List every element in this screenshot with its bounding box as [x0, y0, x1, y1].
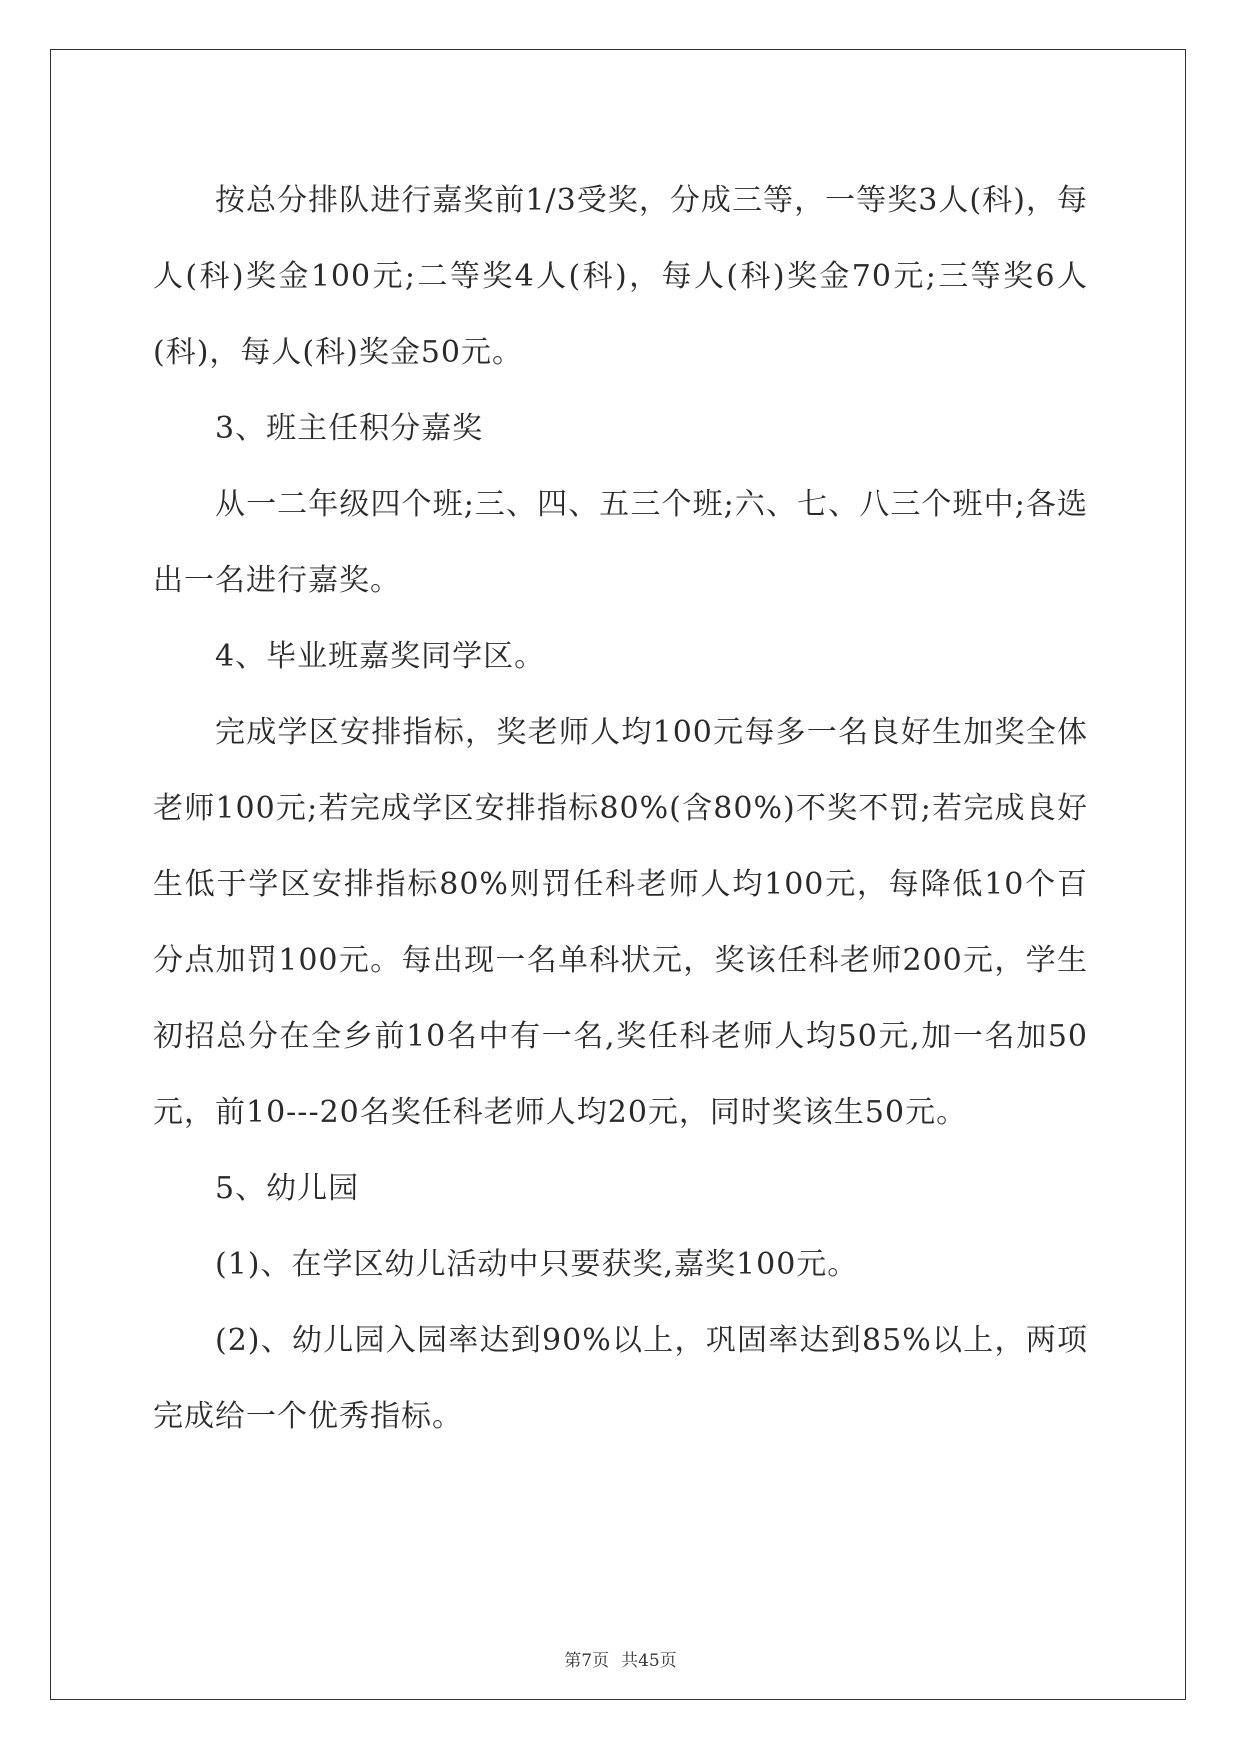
- document-body: [153, 163, 1088, 1455]
- paragraph-kindergarten-enrollment: (2)、幼儿园入园率达到90%以上，巩固率达到85%以上，两项完成给一个优秀指标。: [153, 1323, 1088, 1434]
- page-total: 共45页: [621, 1651, 677, 1671]
- paragraph-kindergarten-activity: (1)、在学区幼儿活动中只要获奖,嘉奖100元。: [215, 1247, 859, 1282]
- paragraph-class-selection: 从一二年级四个班;三、四、五三个班;六、七、八三个班中;各选出一名进行嘉奖。: [153, 487, 1088, 598]
- heading-class-teacher-award: 3、班主任积分嘉奖: [215, 411, 484, 446]
- paragraph-graduating-rules: 完成学区安排指标，奖老师人均100元每多一名良好生加奖全体老师100元;若完成学区安排指标80%(含80%)不奖不罚;若完成良好生低于学区安排指标80%则罚任科老师人均100元，每降低10个百分点加罚100元。每出现一名单科状元，奖该任科老师200元，学生初招总分在全乡前10名中有一名,奖任科老师人均50元,加一名加50元，前10---20名奖任科老师人均20元，同时奖该生50元。: [153, 715, 1088, 1130]
- page-footer: [0, 1646, 1241, 1671]
- paragraph-award-ranking: 按总分排队进行嘉奖前1/3受奖，分成三等，一等奖3人(科)，每人(科)奖金100元;二等奖4人(科)，每人(科)奖金70元;三等奖6人(科)，每人(科)奖金50元。: [153, 183, 1088, 370]
- page-number: 第7页: [564, 1651, 610, 1671]
- heading-graduating-class-award: 4、毕业班嘉奖同学区。: [215, 639, 546, 674]
- heading-kindergarten: 5、幼儿园: [215, 1171, 360, 1206]
